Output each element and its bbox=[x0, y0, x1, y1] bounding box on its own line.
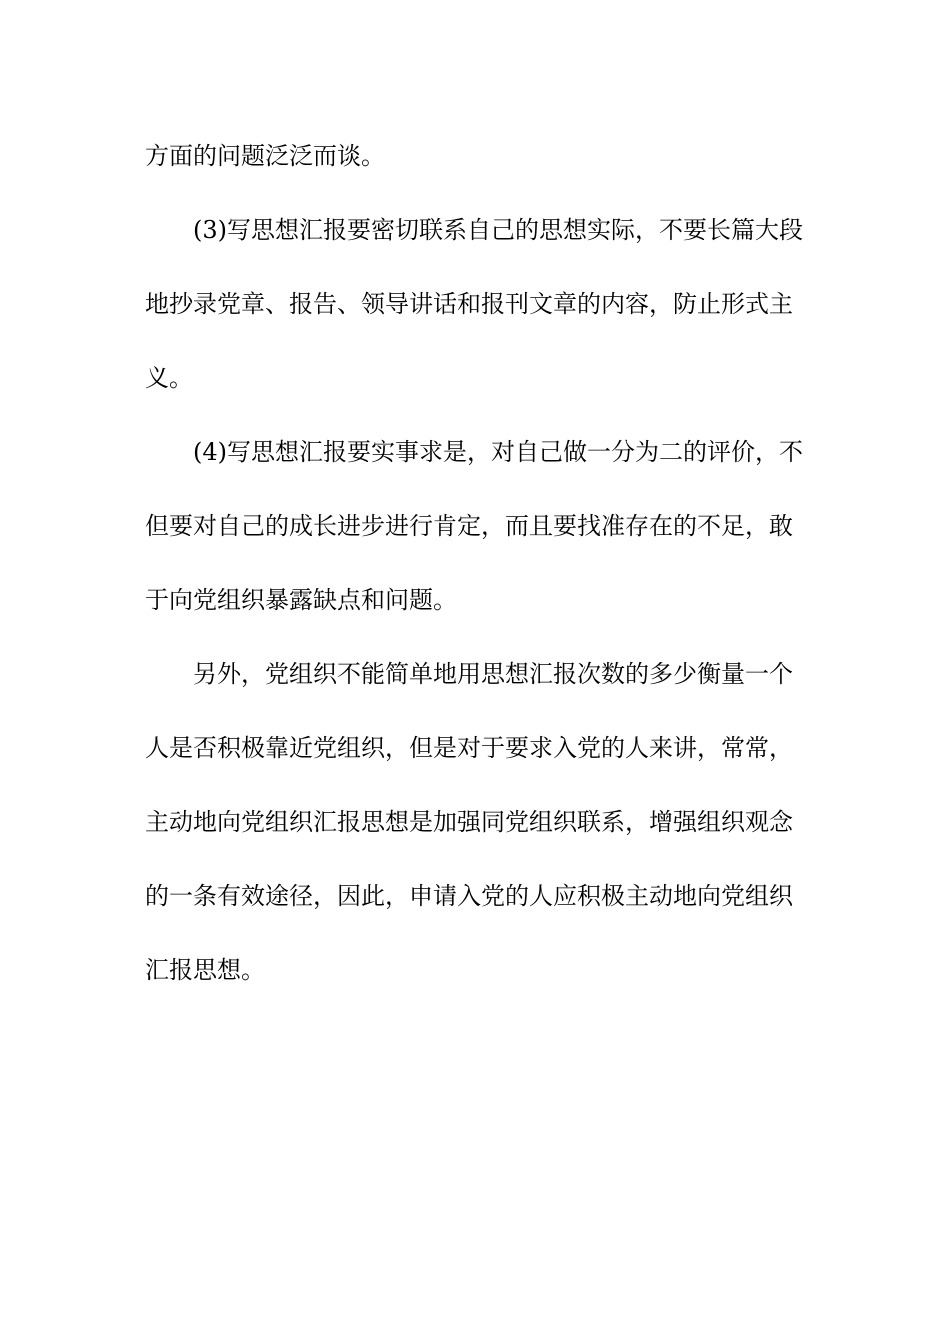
paragraph-point-4 bbox=[145, 415, 807, 637]
text-line: (4)写思想汇报要实事求是，对自己做一分为二的评价，不 bbox=[193, 438, 803, 466]
text-line: 义。 bbox=[145, 364, 193, 392]
text-line: 但要对自己的成长进步进行肯定，而且要找准存在的不足，敢 bbox=[145, 512, 793, 540]
text-line: 主动地向党组织汇报思想是加强同党组织联系，增强组织观念 bbox=[145, 808, 793, 836]
text-line: 于向党组织暴露缺点和问题。 bbox=[145, 586, 457, 614]
text-line: 人是否积极靠近党组织，但是对于要求入党的人来讲，常常， bbox=[145, 734, 793, 762]
text-line: (3)写思想汇报要密切联系自己的思想实际，不要长篇大段 bbox=[193, 216, 803, 244]
document-body bbox=[145, 119, 807, 1007]
text-line: 另外，党组织不能简单地用思想汇报次数的多少衡量一个 bbox=[193, 660, 793, 688]
text-line: 方面的问题泛泛而谈。 bbox=[145, 142, 385, 170]
paragraph-additional bbox=[145, 637, 807, 1007]
text-line: 汇报思想。 bbox=[145, 956, 265, 984]
text-line: 地抄录党章、报告、领导讲话和报刊文章的内容，防止形式主 bbox=[145, 290, 793, 318]
paragraph-point-3 bbox=[145, 193, 807, 415]
paragraph-continuation bbox=[145, 119, 807, 193]
text-line: 的一条有效途径，因此，申请入党的人应积极主动地向党组织 bbox=[145, 882, 793, 910]
